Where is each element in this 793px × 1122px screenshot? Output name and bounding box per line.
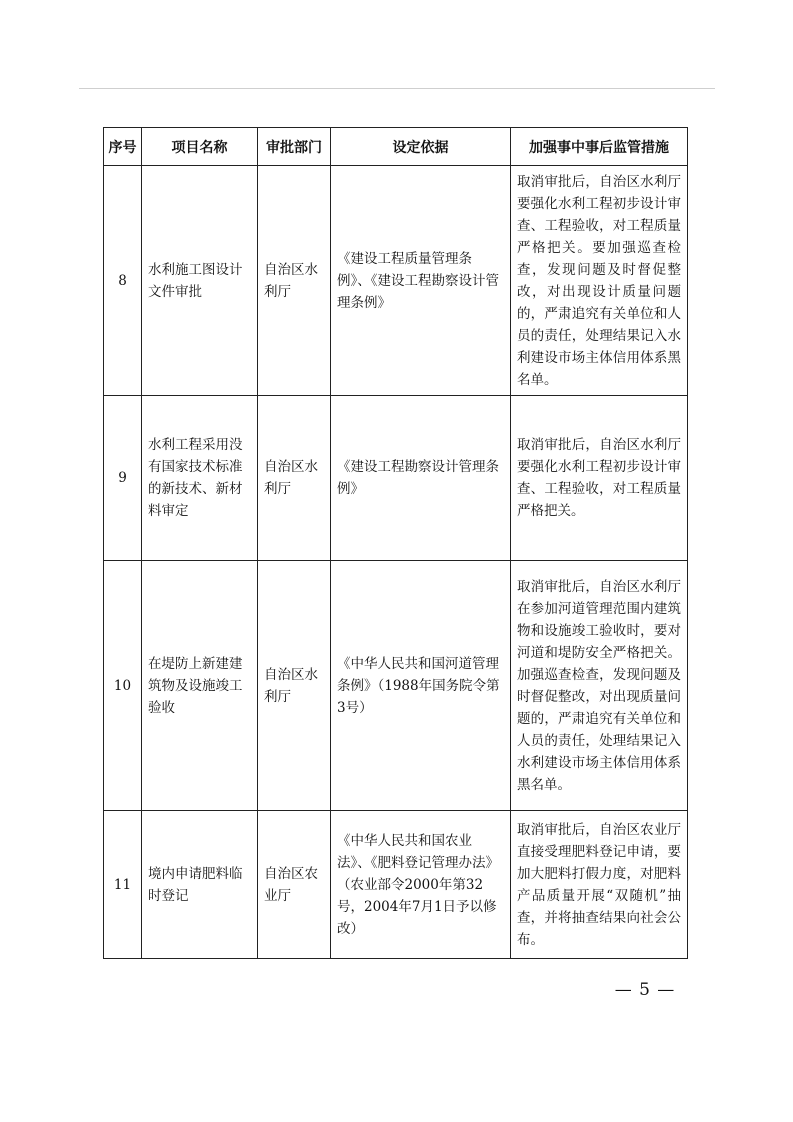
header-seq: 序号 [104,128,142,166]
supervision-measure: 取消审批后，自治区农业厅直接受理肥料登记申请，要加大肥料打假力度，对肥料产品质量开展“双随机”抽查，并将抽查结果向社会公布。 [511,811,688,959]
approval-dept: 自治区水利厅 [258,561,331,811]
approval-dept: 自治区水利厅 [258,166,331,396]
table-header-row [104,128,688,166]
legal-basis: 《建设工程质量管理条例》、《建设工程勘察设计管理条例》 [331,166,511,396]
row-number: 11 [104,811,142,959]
supervision-measure: 取消审批后，自治区水利厅要强化水利工程初步设计审查、工程验收，对工程质量严格把关。 [511,396,688,561]
table-row [104,561,688,811]
approval-items-table [103,127,688,959]
header-item-name: 项目名称 [142,128,258,166]
legal-basis: 《建设工程勘察设计管理条例》 [331,396,511,561]
supervision-measure: 取消审批后，自治区水利厅在参加河道管理范围内建筑物和设施竣工验收时，要对河道和堤防安全严格把关。加强巡查检查，发现问题及时督促整改，对出现质量问题的，严肃追究有关单位和人员的责任，处理结果记入水利建设市场主体信用体系黑名单。 [511,561,688,811]
header-rule [79,88,715,89]
item-name: 水利施工图设计文件审批 [142,166,258,396]
header-supervision-measures: 加强事中事后监管措施 [511,128,688,166]
table-row [104,166,688,396]
approval-dept: 自治区水利厅 [258,396,331,561]
legal-basis: 《中华人民共和国河道管理条例》（1988年国务院令第3号） [331,561,511,811]
item-name: 在堤防上新建建筑物及设施竣工验收 [142,561,258,811]
supervision-measure: 取消审批后，自治区水利厅要强化水利工程初步设计审查、工程验收，对工程质量严格把关。要加强巡查检查，发现问题及时督促整改，对出现设计质量问题的，严肃追究有关单位和人员的责任，处理结果记入水利建设市场主体信用体系黑名单。 [511,166,688,396]
table-row [104,811,688,959]
row-number: 9 [104,396,142,561]
header-legal-basis: 设定依据 [331,128,511,166]
approval-dept: 自治区农业厅 [258,811,331,959]
row-number: 10 [104,561,142,811]
page-number: — 5 — [614,980,676,1000]
row-number: 8 [104,166,142,396]
legal-basis: 《中华人民共和国农业法》、《肥料登记管理办法》（农业部令2000年第32号，2004年7月1日予以修改） [331,811,511,959]
item-name: 境内申请肥料临时登记 [142,811,258,959]
item-name: 水利工程采用没有国家技术标准的新技术、新材料审定 [142,396,258,561]
header-approval-dept: 审批部门 [258,128,331,166]
table-row [104,396,688,561]
